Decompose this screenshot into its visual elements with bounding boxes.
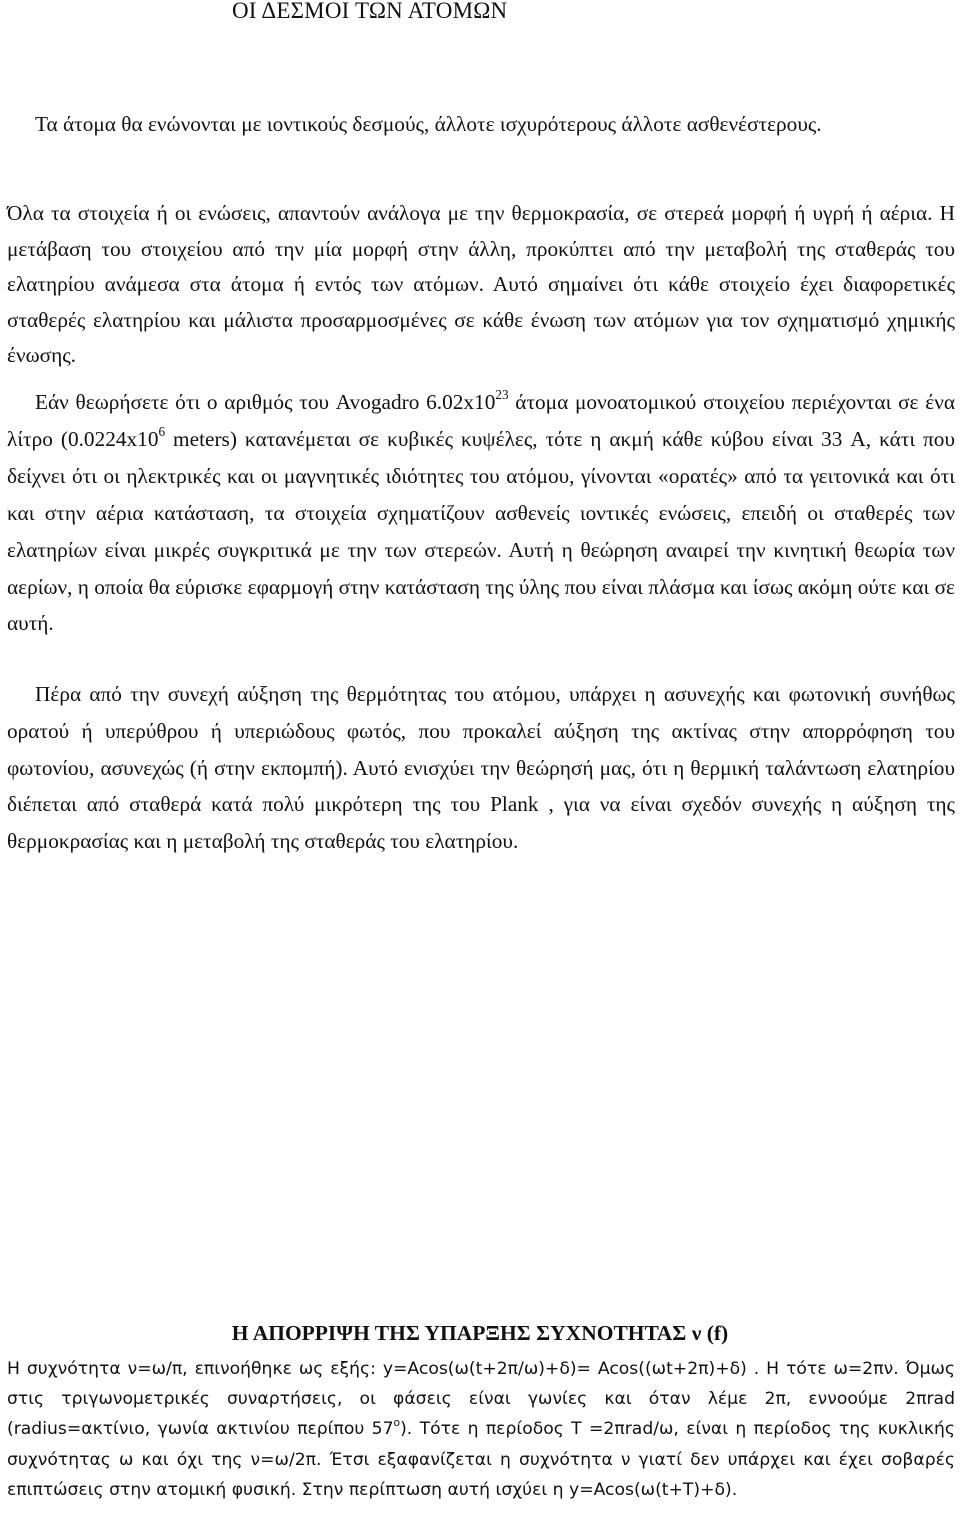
degree-superscript: ο (393, 1416, 401, 1430)
document-title: ΟΙ ΔΕΣΜΟΙ ΤΩΝ ΑΤΟΜΩΝ (232, 0, 508, 23)
paragraph-avogadro (7, 384, 955, 642)
frequency-text-part-1: Η συχνότητα ν=ω/π, επινοήθηκε ως εξής: y=Acos(ω(t+2π/ω)+δ)= Acos((ωt+2π)+δ) . Η τότε ω=2πν. Όμως στις τριγωνομετρικές συναρτήσεις, οι φάσεις είναι γωνίες και όταν λέμε 2π, εννοούμε 2πrad (radius=ακτίνιο, γωνία ακτινίου περίπου 57 (7, 1359, 955, 1440)
avogadro-text-part-3: meters) κατανέμεται σε κυβικές κυψέλες, τότε η ακμή κάθε κύβου είναι 33 A, κάτι που δείχνει ότι οι ηλεκτρικές και οι μαγνητικές ιδιότητες του ατόμου, γίνονται «ορατές» από τα γειτονικά και ότι και στην αέρια κατάσταση, τα στοιχεία σχηματίζουν ασθενείς ιοντικές ενώσεις, επειδή οι σταθερές των ελατηρίων είναι μικρές συγκριτικά με την των στερεών. Αυτή η θεώρηση αναιρεί την κινητική θεωρία των αερίων, η οποία θα εύρισκε εφαρμογή στην κατάσταση της ύλης που είναι πλάσμα και ίσως ακόμη ούτε και σε αυτή. (7, 426, 955, 636)
avogadro-text-part-2: άτομα μονοατομικού στοιχείου περιέχονται σε ένα λίτρο (0.0224x10 (7, 390, 955, 451)
paragraph-states-of-matter: Όλα τα στοιχεία ή οι ενώσεις, απαντούν ανάλογα με την θερμοκρασία, σε στερεά μορφή ή υγρή ή αέρια. Η μετάβαση του στοιχείου από την μία μορφή στην άλλη, προκύπτει από την μεταβολή της σταθεράς του ελατηρίου ανάμεσα στα άτομα ή εντός των ατόμων. Αυτό σημαίνει ότι κάθε στοιχείο έχει διαφορετικές σταθερές ελατηρίου και μάλιστα προσαρμοσμένες σε κάθε ένωση των ατόμων για τον σχηματισμό χημικής ένωσης. (7, 201, 955, 367)
section-heading-frequency: Η ΑΠΟΡΡΙΨΗ ΤΗΣ ΥΠΑΡΞΗΣ ΣΥΧΝΟΤΗΤΑΣ ν (f) (231, 1321, 729, 1345)
exponent-6: 6 (158, 424, 166, 440)
avogadro-text-part-1: Εάν θεωρήσετε ότι ο αριθμός του Avogadro 6.02x10 (35, 390, 496, 414)
exponent-23: 23 (495, 387, 509, 403)
frequency-text-part-2: ). Τότε η περίοδος Τ =2πrad/ω, είναι η περίοδος της κυκλικής συχνότητας ω και όχι της ν=ω/2π. Έτσι εξαφανίζεται η συχνότητα ν γιατί δεν υπάρχει και έχει σοβαρές επιπτώσεις στην ατομική φυσική. Στην περίπτωση αυτή ισχύει η y=Acos(ω(t+T)+δ). (7, 1419, 956, 1500)
paragraph-ionic-bonds: Τα άτομα θα ενώνονται με ιοντικούς δεσμούς, άλλοτε ισχυρότερους άλλοτε ασθενέστερους. (35, 112, 822, 136)
paragraph-photon-absorption: Πέρα από την συνεχή αύξηση της θερμότητας του ατόμου, υπάρχει η ασυνεχής και φωτονική συνήθως ορατού ή υπερύθρου ή υπεριώδους φωτός, που προκαλεί αύξηση της ακτίνας στην απορρόφηση του φωτονίου, ασυνεχώς (ή στην εκπομπή). Αυτό ενισχύει την θεώρησή μας, ότι η θερμική ταλάντωση ελατηρίου διέπεται από σταθερά κατά πολύ μικρότερη της του Plank , για να είναι σχεδόν συνεχής η αύξηση της θερμοκρασίας και η μεταβολή της σταθεράς του ελατηρίου. (7, 682, 955, 854)
paragraph-frequency-rejection (7, 1354, 955, 1505)
